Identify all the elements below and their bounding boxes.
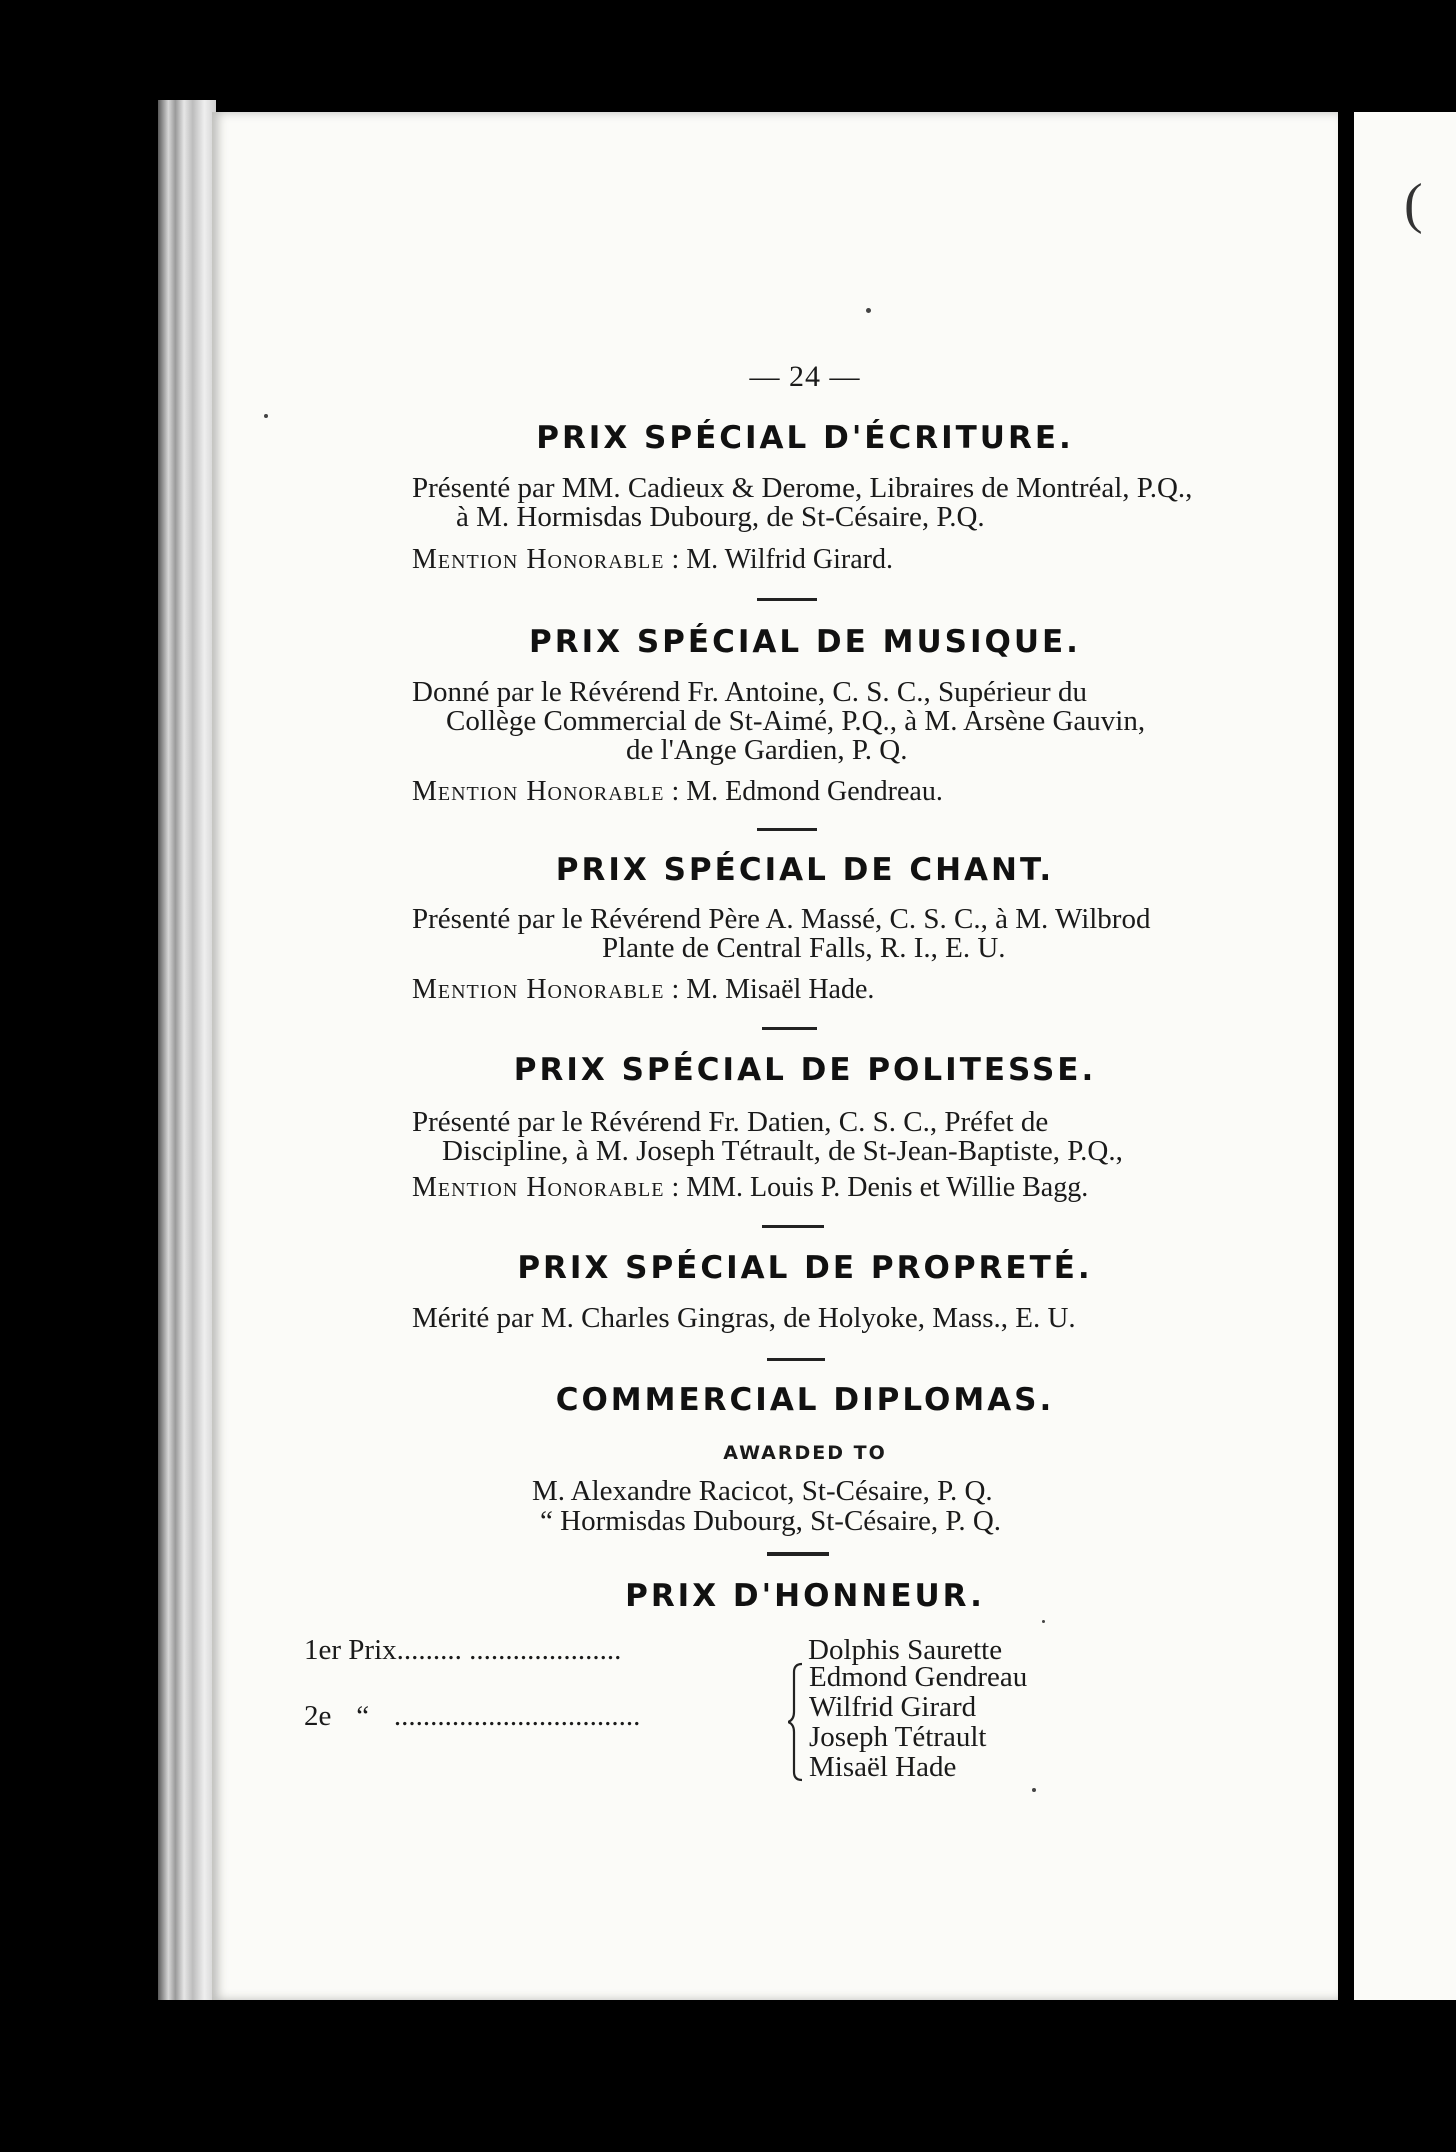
heading-proprete: PRIX SPÉCIAL DE PROPRETÉ. <box>517 1250 1093 1286</box>
ink-speck <box>1032 1788 1036 1792</box>
paragraph-chant <box>412 905 1212 963</box>
mention-text: : M. Edmond Gendreau. <box>671 776 943 807</box>
mention-label: Mention Honorable <box>412 776 665 807</box>
paragraph-line: Discipline, à M. Joseph Tétrault, de St-Jean-Baptiste, P.Q., <box>442 1135 1123 1167</box>
heading-ecriture: PRIX SPÉCIAL D'ÉCRITURE. <box>536 420 1074 456</box>
separator-rule <box>757 828 817 831</box>
awarded-to-label: AWARDED TO <box>723 1442 887 1464</box>
separator-rule <box>762 1027 817 1030</box>
second-prize-name: Wilfrid Girard <box>809 1691 977 1723</box>
mention-label: Mention Honorable <box>412 1172 665 1203</box>
paragraph-line: Présenté par le Révérend Fr. Datien, C. S. C., Préfet de <box>412 1106 1049 1138</box>
book-page-edges <box>158 100 216 2000</box>
second-prize-name: Edmond Gendreau <box>809 1661 1028 1693</box>
mention-chant <box>412 974 874 1006</box>
curly-brace <box>788 1662 808 1782</box>
heading-commercial-diplomas: COMMERCIAL DIPLOMAS. <box>555 1382 1055 1418</box>
facing-page <box>1354 112 1456 2000</box>
separator-rule <box>767 1358 825 1361</box>
diploma-recipient: “ Hormisdas Dubourg, St-Césaire, P. Q. <box>540 1505 1002 1537</box>
paragraph-musique <box>412 678 1212 765</box>
diploma-recipient: M. Alexandre Racicot, St-Césaire, P. Q. <box>532 1475 993 1507</box>
paragraph-ecriture <box>412 474 1212 532</box>
heading-chant: PRIX SPÉCIAL DE CHANT. <box>555 852 1055 888</box>
separator-rule <box>757 598 817 601</box>
leader-dots: ......... ..................... <box>396 1634 622 1666</box>
ditto-mark: “ <box>356 1700 370 1732</box>
paragraph-line: Présenté par MM. Cadieux & Derome, Libraires de Montréal, P.Q., <box>412 472 1193 504</box>
paragraph-line: Présenté par le Révérend Père A. Massé, C. S. C., à M. Wilbrod <box>412 903 1151 935</box>
mention-ecriture <box>412 544 893 576</box>
first-prize-label: 1er Prix <box>304 1634 397 1666</box>
honneur-second-row <box>304 1700 640 1733</box>
honneur-first-row <box>304 1634 621 1667</box>
mention-text: : M. Wilfrid Girard. <box>671 544 893 575</box>
paragraph-line: Collège Commercial de St-Aimé, P.Q., à M. Arsène Gauvin, <box>446 705 1146 737</box>
second-prize-name: Joseph Tétrault <box>809 1721 987 1753</box>
second-prize-name: Misaël Hade <box>809 1751 957 1783</box>
mention-label: Mention Honorable <box>412 974 665 1005</box>
paragraph-line: Donné par le Révérend Fr. Antoine, C. S. C., Supérieur du <box>412 676 1087 708</box>
facing-page-mark: ( <box>1404 173 1423 235</box>
mention-musique <box>412 776 943 808</box>
mention-politesse <box>412 1172 1088 1204</box>
second-prize-names <box>809 1662 1027 1782</box>
ink-speck <box>866 308 871 313</box>
page-number: — 24 — <box>749 360 861 393</box>
paragraph-proprete <box>412 1304 1212 1333</box>
paragraph-line: Plante de Central Falls, R. I., E. U. <box>602 932 1006 964</box>
diploma-recipients <box>532 1476 1001 1536</box>
ink-speck <box>264 414 268 418</box>
heading-musique: PRIX SPÉCIAL DE MUSIQUE. <box>529 624 1081 660</box>
separator-rule <box>762 1225 824 1228</box>
mention-label: Mention Honorable <box>412 544 665 575</box>
second-prize-label: 2e <box>304 1700 332 1732</box>
mention-text: : MM. Louis P. Denis et Willie Bagg. <box>671 1172 1089 1203</box>
paragraph-line: de l'Ange Gardien, P. Q. <box>626 734 908 766</box>
heading-prix-honneur: PRIX D'HONNEUR. <box>625 1578 985 1614</box>
mention-text: : M. Misaël Hade. <box>671 974 875 1005</box>
heading-politesse: PRIX SPÉCIAL DE POLITESSE. <box>513 1052 1097 1088</box>
paragraph-politesse <box>412 1108 1212 1166</box>
first-prize-name: Dolphis Saurette <box>808 1634 1003 1666</box>
paragraph-line: à M. Hormisdas Dubourg, de St-Césaire, P.Q. <box>456 501 985 533</box>
leader-dots: .................................. <box>393 1700 641 1732</box>
separator-rule <box>767 1552 829 1556</box>
ink-speck <box>1042 1620 1045 1623</box>
document-page <box>212 112 1338 2000</box>
paragraph-line: Mérité par M. Charles Gingras, de Holyoke, Mass., E. U. <box>412 1302 1076 1334</box>
